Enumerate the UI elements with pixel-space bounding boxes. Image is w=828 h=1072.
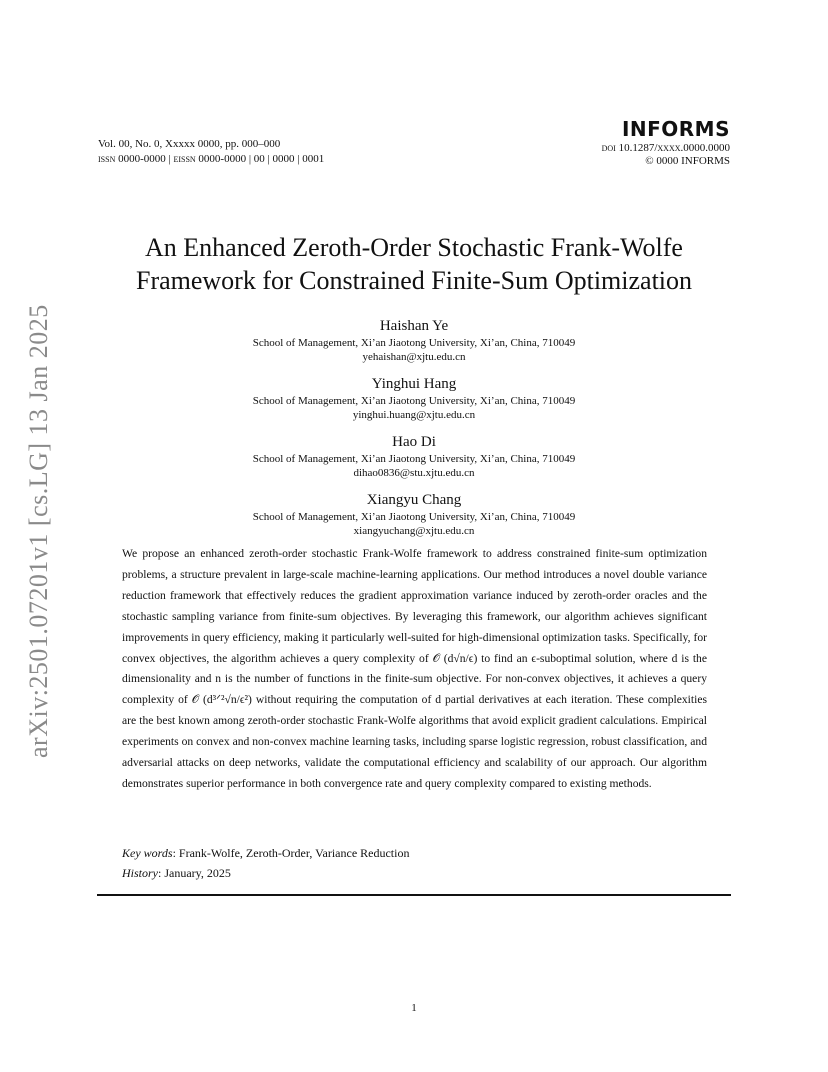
- author-email: xiangyuchang@xjtu.edu.cn: [353, 525, 475, 537]
- copyright-line: © 0000 INFORMS: [645, 155, 730, 167]
- history-value: : January, 2025: [158, 866, 231, 880]
- abstract-text-1: We propose an enhanced zeroth-order stochastic Frank-Wolfe framework to address constrained finite-sum optimization problems, a structure prevalent in large-scale machine-learning applications. Our method introduces a novel double variance reduction framework that effectively reduces the gradient approximation variance induced by zeroth-order oracles and the stochastic sampling variance from finite-sum objectives. By leveraging this framework, our algorithm achieves significant improvements in query efficiency, making it particularly well-suited for high-dimensional optimization tasks. Specifically, for convex objectives, the algorithm achieves a query complexity of: [122, 547, 707, 665]
- author-email: dihao0836@stu.xjtu.edu.cn: [353, 467, 475, 479]
- abstract-text-3: without requiring the computation of d partial derivatives at each iteration. These complexities are the best known among zeroth-order stochastic Frank-Wolfe algorithms that avoid explicit gradient calculations. Empirical experiments on convex and non-convex machine learning tasks, including sparse logistic regression, robust classification, and adversarial attacks on deep networks, validate the computational efficiency and scalability of our approach. Our algorithm demonstrates superior performance in both convergence rate and query complexity compared to existing methods.: [122, 693, 707, 790]
- history-line: [122, 863, 409, 883]
- author-affiliation: School of Management, Xi’an Jiaotong University, Xi’an, China, 710049: [252, 453, 576, 465]
- keywords-block: [122, 843, 409, 883]
- abstract: [122, 544, 707, 795]
- author-block: [0, 316, 828, 364]
- author-name: Haishan Ye: [379, 318, 449, 334]
- abstract-text-2: to find an ϵ-suboptimal solution, where d is the dimensionality and n is the number of functions in the finite-sum objective. For non-convex objectives, it achieves a query complexity of: [122, 651, 707, 707]
- journal-header-left: [98, 137, 324, 167]
- title-line-2: Framework for Constrained Finite-Sum Optimization: [135, 266, 693, 295]
- section-divider: [97, 894, 731, 896]
- paper-title: [0, 231, 828, 297]
- convex-complexity-formula: 𝒪 (d√n/ϵ): [432, 651, 478, 665]
- nonconvex-complexity-formula: 𝒪 (d³ᐟ²√n/ϵ²): [191, 693, 252, 707]
- author-affiliation: School of Management, Xi’an Jiaotong University, Xi’an, China, 710049: [252, 511, 576, 523]
- keywords-label: Key words: [122, 846, 173, 860]
- keywords-line: [122, 843, 409, 863]
- arxiv-identifier: arXiv:2501.07201v1 [cs.LG] 13 Jan 2025: [24, 304, 53, 758]
- history-label: History: [122, 866, 158, 880]
- author-name: Hao Di: [392, 434, 436, 450]
- author-block: [0, 490, 828, 538]
- author-name: Yinghui Hang: [371, 376, 457, 392]
- issn-line: issn 0000-0000 | eissn 0000-0000 | 00 | 0000 | 0001: [98, 153, 325, 165]
- author-block: [0, 374, 828, 422]
- publisher-logo: INFORMS: [621, 117, 730, 141]
- author-email: yinghui.huang@xjtu.edu.cn: [352, 409, 476, 421]
- keywords-value: : Frank-Wolfe, Zeroth-Order, Variance Reduction: [172, 846, 410, 860]
- author-block: [0, 432, 828, 480]
- title-line-1: An Enhanced Zeroth-Order Stochastic Frank-Wolfe: [145, 233, 683, 262]
- author-list: [0, 316, 828, 548]
- author-affiliation: School of Management, Xi’an Jiaotong University, Xi’an, China, 710049: [252, 395, 576, 407]
- author-name: Xiangyu Chang: [366, 492, 462, 508]
- author-email: yehaishan@xjtu.edu.cn: [362, 351, 466, 363]
- page-number: 1: [411, 1002, 417, 1014]
- author-affiliation: School of Management, Xi’an Jiaotong University, Xi’an, China, 710049: [252, 337, 576, 349]
- journal-header-right: [602, 118, 730, 168]
- doi-line: doi 10.1287/xxxx.0000.0000: [601, 142, 730, 154]
- volume-line: Vol. 00, No. 0, Xxxxx 0000, pp. 000–000: [98, 138, 281, 150]
